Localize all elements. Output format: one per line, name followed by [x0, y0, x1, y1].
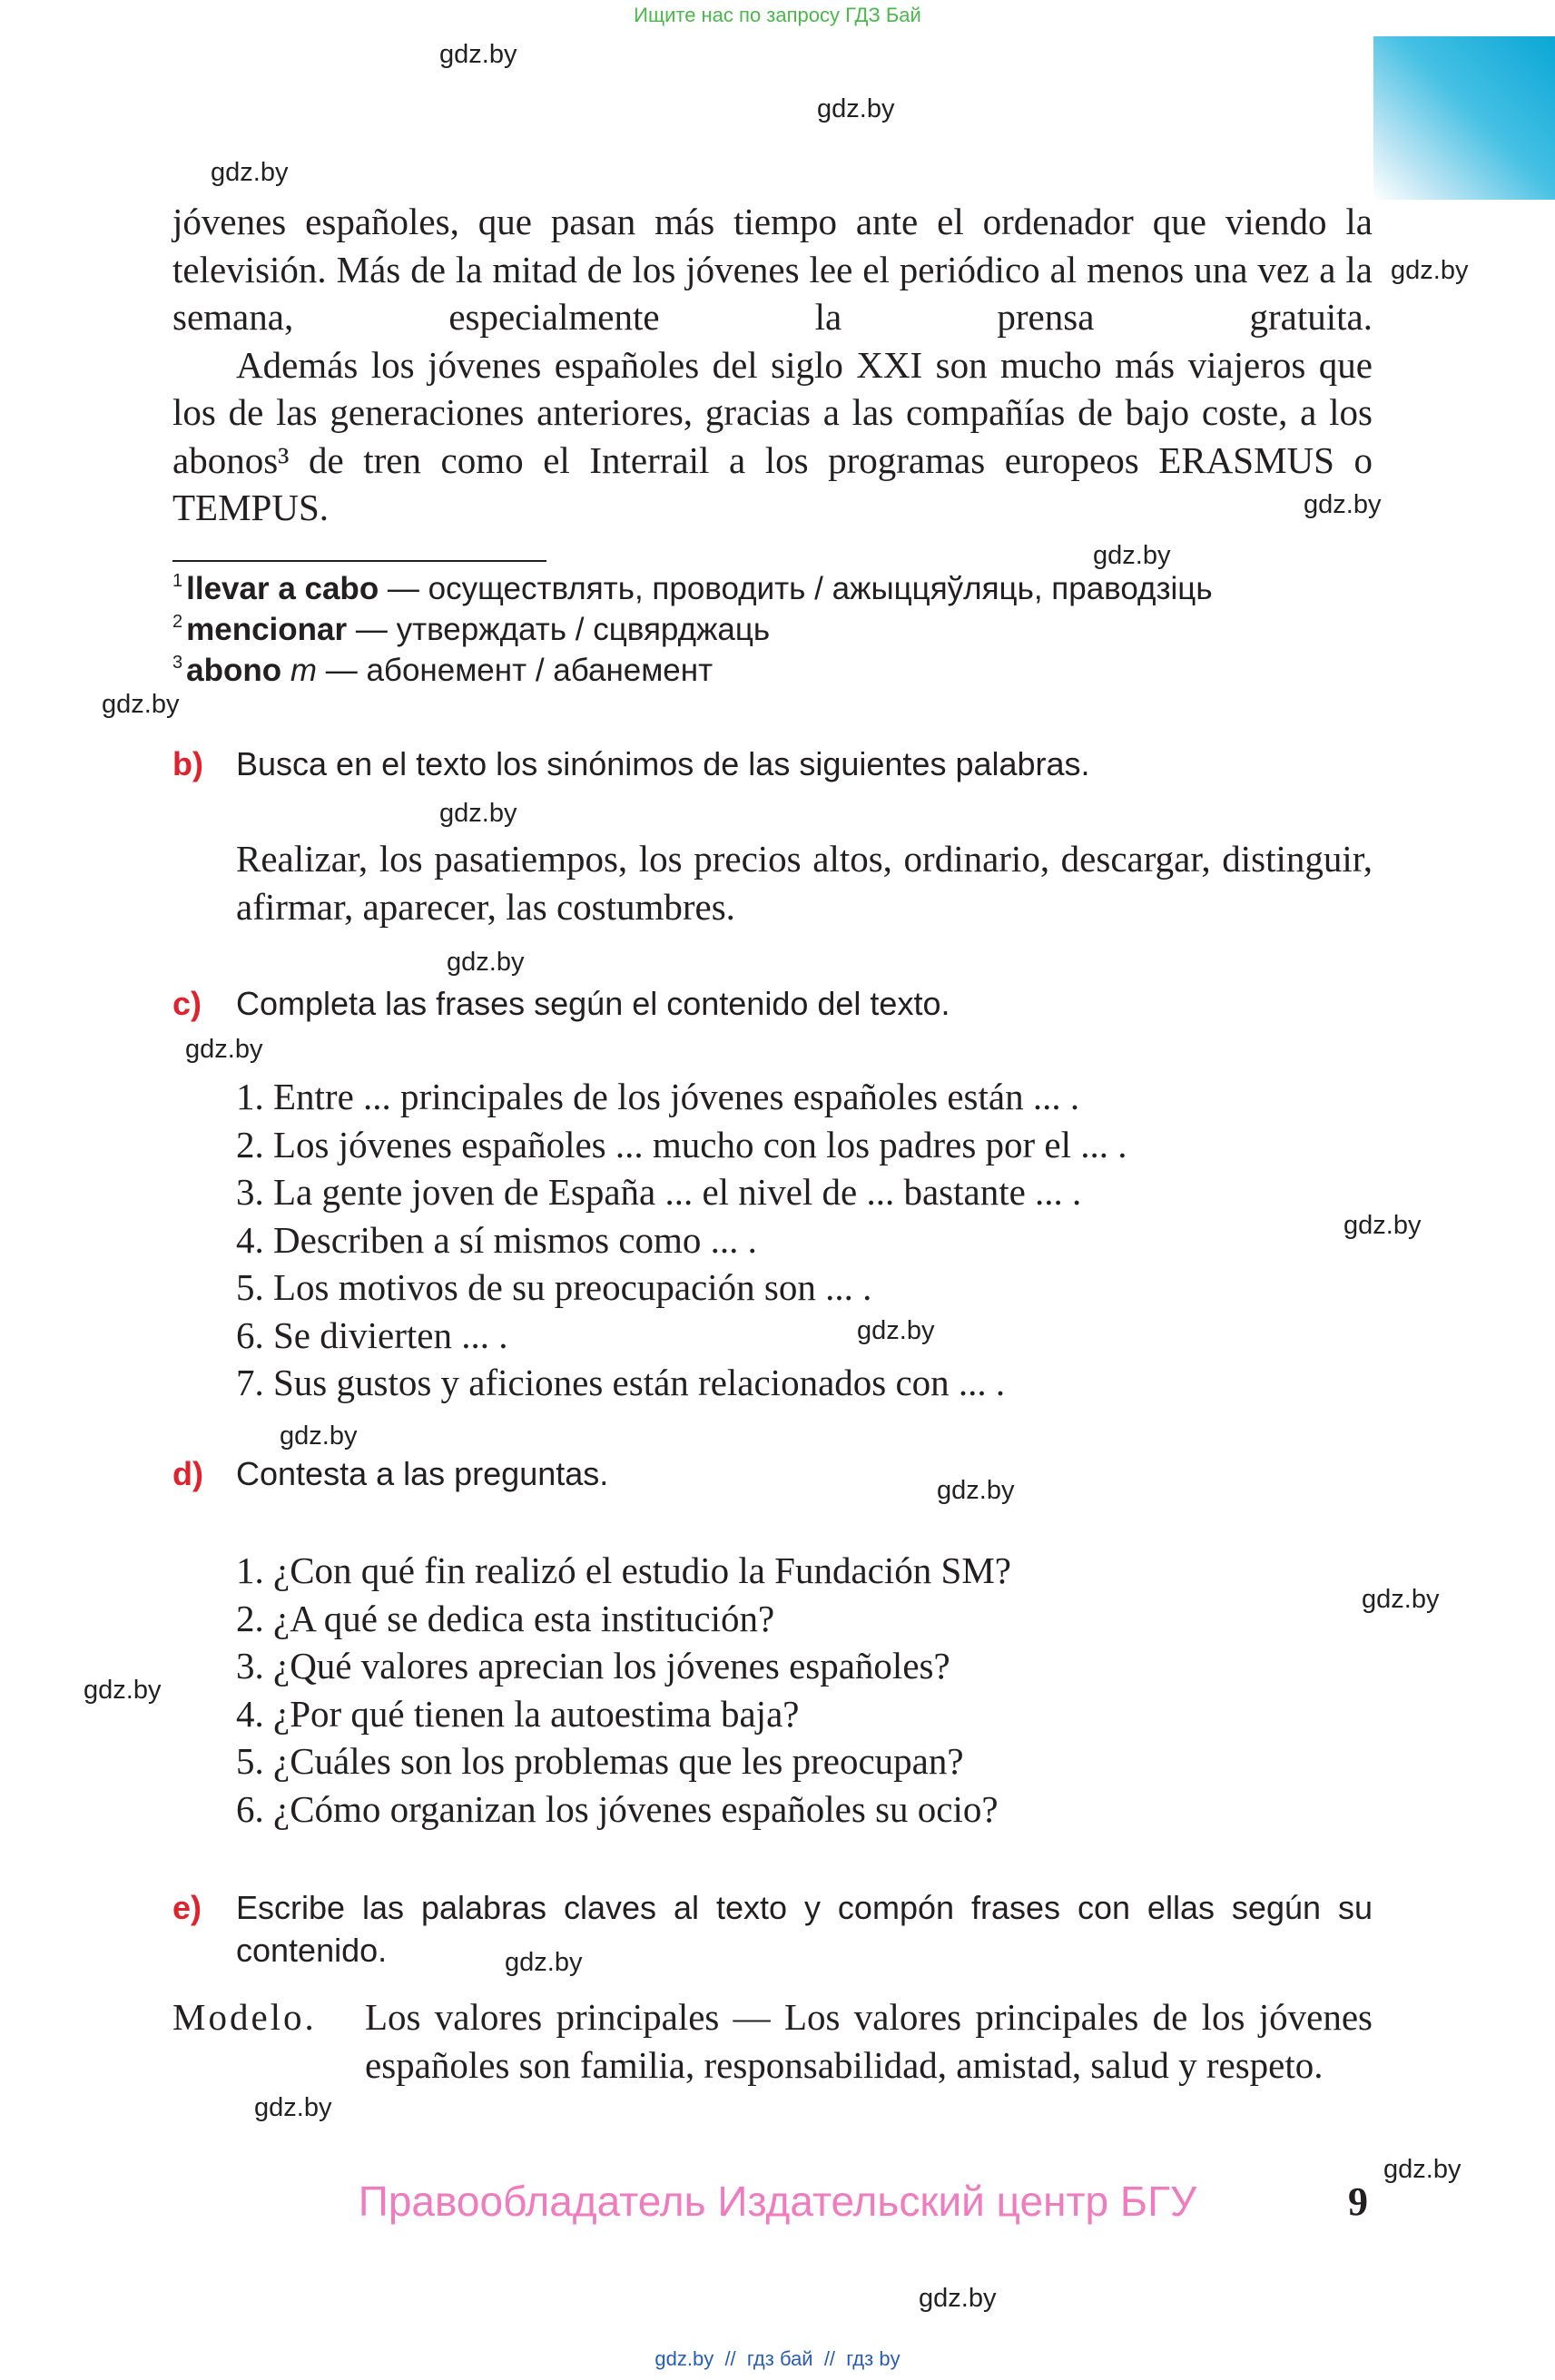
watermark: gdz.by: [817, 94, 895, 123]
footnote-number: 1: [172, 571, 183, 591]
footnote-divider: [172, 560, 546, 562]
footnote-translation: — утверждать / сцвярджаць: [347, 612, 771, 647]
watermark: gdz.by: [505, 1948, 583, 1977]
watermark: gdz.by: [1383, 2155, 1462, 2184]
modelo-label: Modelo.: [172, 1996, 317, 2038]
footnote-term: mencionar: [186, 612, 348, 647]
list-item: 5. ¿Cuáles son los problemas que les preocupan?: [236, 1740, 964, 1782]
task-letter: e): [172, 1889, 202, 1926]
footnote-number: 3: [172, 653, 183, 673]
watermark: gdz.by: [1304, 490, 1382, 519]
watermark: gdz.by: [439, 799, 517, 828]
list-item: 2. Los jóvenes españoles ... mucho con los padres por el ... .: [236, 1123, 1127, 1165]
footnote-gender: m: [281, 653, 317, 688]
watermark: gdz.by: [84, 1676, 162, 1705]
footnote-term: llevar a cabo: [186, 571, 379, 606]
watermark: gdz.by: [439, 40, 517, 69]
task-b-content: [236, 835, 1373, 930]
paragraph: Además los jóvenes españoles del siglo XXI son mucho más viajeros que los de las generaciones anteriores, gracias a las compañías de bajo coste, a los abonos³ de tren como el Interrail a los programas europeos ERASMUS o TEMPUS.: [172, 343, 1373, 528]
task-letter: c): [172, 985, 202, 1022]
task-e: [172, 1886, 1373, 1972]
task-c-list: [236, 1073, 1127, 1407]
list-item: 3. ¿Qué valores aprecian los jóvenes españoles?: [236, 1645, 950, 1687]
watermark: gdz.by: [254, 2093, 332, 2122]
watermark: gdz.by: [102, 690, 180, 719]
task-instruction: Contesta a las preguntas.: [236, 1455, 609, 1492]
list-item: 5. Los motivos de su preocupación son ... .: [236, 1266, 872, 1308]
watermark: gdz.by: [280, 1421, 358, 1451]
list-item: 2. ¿A qué se dedica esta institución?: [236, 1597, 775, 1639]
watermark: gdz.by: [447, 948, 525, 977]
list-item: 4. Describen a sí mismos como ... .: [236, 1218, 757, 1261]
page-number: 9: [1348, 2179, 1368, 2224]
watermark: gdz.by: [937, 1476, 1015, 1505]
modelo-example: [172, 1993, 1373, 2089]
watermark: gdz.by: [1093, 541, 1171, 570]
task-b: [172, 743, 1373, 785]
watermark: gdz.by: [1343, 1211, 1422, 1240]
paragraph: jóvenes españoles, que pasan más tiempo ante el ordenador que viendo la televisión. Más de la mitad de los jóvenes lee el periódico al menos una vez a la semana, especialmente la prensa gratuita.: [172, 201, 1373, 338]
footnote-1: [172, 571, 1213, 607]
list-item: 7. Sus gustos y aficiones están relacionados con ... .: [236, 1362, 1006, 1403]
footnote-2: [172, 612, 770, 648]
modelo-text: Los valores principales — Los valores principales de los jóvenes españoles son familia, responsabilidad, amistad, salud y respeto.: [365, 1996, 1373, 2086]
watermark: gdz.by: [185, 1035, 263, 1064]
top-banner[interactable]: Ищите нас по запросу ГДЗ Бай: [634, 4, 921, 26]
list-item: 3. La gente joven de España ... el nivel de ... bastante ... .: [236, 1171, 1082, 1213]
list-item: 1. ¿Con qué fin realizó el estudio la Fundación SM?: [236, 1549, 1011, 1591]
word-list: Realizar, los pasatiempos, los precios altos, ordinario, descargar, distinguir, afirmar, aparecer, las costumbres.: [236, 838, 1373, 928]
list-item: 4. ¿Por qué tienen la autoestima baja?: [236, 1692, 800, 1735]
list-item: 6. ¿Cómo organizan los jóvenes españoles su ocio?: [236, 1787, 999, 1830]
task-instruction: Escribe las palabras claves al texto y compón frases con ellas según su contenido.: [236, 1889, 1373, 1969]
footnote-translation: — осуществлять, проводить / ажыццяўляць, праводзіць: [379, 571, 1213, 606]
watermark: gdz.by: [1391, 256, 1469, 285]
list-item: 6. Se divierten ... .: [236, 1313, 508, 1356]
reading-text: [172, 198, 1373, 532]
watermark: gdz.by: [211, 158, 289, 187]
task-d: [172, 1452, 1373, 1495]
task-letter: d): [172, 1455, 203, 1492]
footnote-3: [172, 653, 713, 689]
watermark: gdz.by: [857, 1316, 935, 1345]
task-letter: b): [172, 745, 203, 782]
corner-decoration: [1373, 36, 1555, 200]
footnote-number: 2: [172, 612, 183, 632]
task-instruction: Busca en el texto los sinónimos de las siguientes palabras.: [236, 745, 1090, 782]
list-item: 1. Entre ... principales de los jóvenes españoles están ... .: [236, 1076, 1080, 1117]
footnote-translation: — абонемент / абанемент: [317, 653, 714, 688]
footnote-term: abono: [186, 653, 282, 688]
copyright-footer: Правообладатель Издательский центр БГУ: [358, 2178, 1197, 2225]
task-d-list: [236, 1547, 1011, 1833]
watermark: gdz.by: [1362, 1585, 1440, 1614]
task-instruction: Completa las frases según el contenido del texto.: [236, 985, 950, 1022]
task-c: [172, 982, 1373, 1025]
bottom-links[interactable]: gdz.by // гдз бай // гдз by: [654, 2347, 901, 2370]
watermark: gdz.by: [919, 2284, 997, 2313]
